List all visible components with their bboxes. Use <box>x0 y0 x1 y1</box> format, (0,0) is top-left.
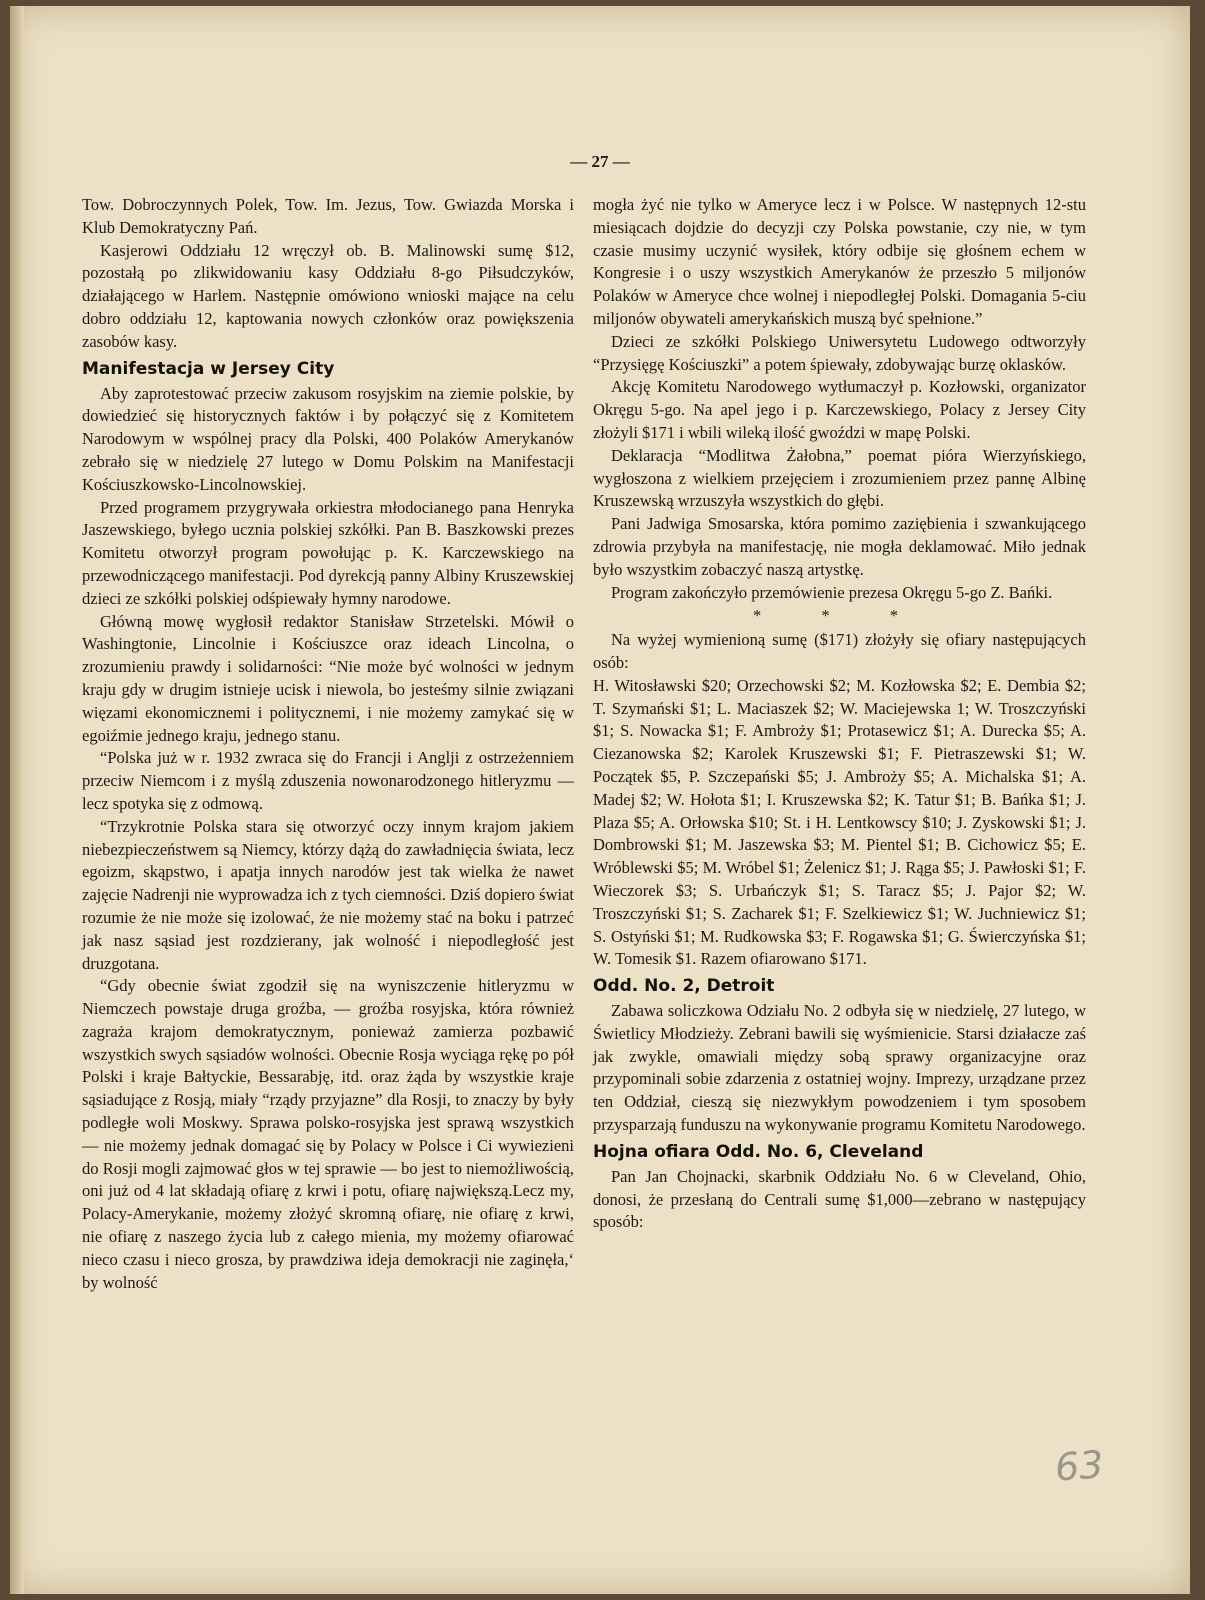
section-divider-stars: * * * <box>753 606 926 626</box>
right-column-paragraph: Pan Jan Chojnacki, skarbnik Oddziału No. 6 w Cleveland, Ohio, donosi, że przesłaną do Centrali sumę $1,000—zebrano w następujący sposób: <box>593 1166 1086 1232</box>
left-column-paragraph: “Polska już w r. 1932 zwraca się do Francji i Anglji z ostrzeżenniem przeciw Niemcom i z myślą zduszenia nowonarodzonego hitleryzmu — lecz spotyka się z odmową. <box>82 748 574 813</box>
magazine-page <box>10 6 1190 1594</box>
handwritten-page-mark: 63 <box>1053 1442 1105 1490</box>
left-column-heading: Manifestacja w Jersey City <box>82 358 335 379</box>
right-column-paragraph: Program zakończyło przemówienie prezesa Okręgu 5-go Z. Bańki. <box>611 582 1053 602</box>
right-column-paragraph: H. Witosławski $20; Orzechowski $2; M. Kozłowska $2; E. Dembia $2; T. Szymański $1; L. Maciaszek $2; W. Maciejewska 1; W. Troszczyński $1; S. Nowacka $1; F. Ambroży $1; Protasewicz $1; A. Durecka $5; A. Ciezanowska $2; Karolek Kruszewski $1; F. Pietraszewski $1; W. Początek $5, P. Szczepański $5; J. Ambroży $5; A. Michalska $1; A. Madej $2; W. Hołota $1; I. Kruszewska $2; K. Tatur $1; B. Bańka $1; J. Plaza $5; A. Orłowska $10; St. i H. Lentkowscy $10; J. Zyskowski $1; J. Dombrowski $1; M. Jaszewska $3; M. Pientel $1; B. Cichowicz $5; E. Wróblewski $5; M. Wróbel $1; Żelenicz $1; J. Rąga $5; J. Pawłoski $1; F. Wieczorek $3; S. Urbańczyk $1; S. Taracz $5; J. Pajor $2; W. Troszczyński $1; S. Zacharek $1; F. Szelkiewicz $1; W. Juchniewicz $1; S. Ostyński $1; M. Rudkowska $3; F. Rogawska $1; G. Świerczyńska $1; W. Tomesik $1. Razem ofiarowano $171. <box>593 675 1086 969</box>
left-column-paragraph: Kasjerowi Oddziału 12 wręczył ob. B. Malinowski sumę $12, pozostałą po zlikwidowaniu kasy Oddziału 8-go Piłsudczyków, działającego w Harlem. Następnie omówiono wnioski mające na celu dobro oddziału 12, kaptowania nowych członków oraz powiększenia zasobów kasy. <box>82 240 574 351</box>
right-column-heading: Odd. No. 2, Detroit <box>593 976 775 997</box>
right-column-paragraph: Zabawa soliczkowa Odziału No. 2 odbyła się w niedzielę, 27 lutego, w Świetlicy Młodzieży. Zebrani bawili się wyśmienicie. Starsi działacze zaś jak zwykle, omawiali między sobą sprawy organizacyjne oraz przypominali sobie zdarzenia z ostatniej wojny. Imprezy, urządzane przez ten Oddział, cieszą się niezwykłym powodzeniem i tym sposobem przysparzają funduszu na wykonywanie programu Komitetu Narodowego. <box>593 1001 1086 1135</box>
right-column <box>593 194 1086 1234</box>
right-column-paragraph: Akcję Komitetu Narodowego wytłumaczył p. Kozłowski, organizator Okręgu 5-go. Na apel jego i p. Karczewskiego, Polacy z Jersey City złożyli $171 i wbili wileką ilość gwoździ w mapę Polski. <box>593 377 1086 442</box>
left-column <box>82 194 574 1294</box>
left-column-paragraph: “Gdy obecnie świat zgodził się na wyniszczenie hitleryzmu w Niemczech powstaje druga groźba, — groźba rosyjska, która również zagraża krajom demokratycznym, ponieważ zamierza pozbawić wszystkich swych sąsiadów wolności. Obecnie Rosja wyciąga rękę po pół Polski i kraje Bałtyckie, Bessarabję, itd. oraz żąda by wszystkie kraje sąsiadujące z Rosją, miały “rządy przyjazne” dla Rosji, to znaczy by były podległe woli Moskwy. Sprawa polsko-rosyjska jest sprawą wszystkich — nie możemy jednak domagać się by Polacy w Polsce i Ci wywiezieni do Rosji mogli zajmować głos w tej sprawie — bo jest to niemożliwością, oni już od 4 lat składają ofiarę z krwi i potu, ofiarę największą.Lecz my, Polacy-Amerykanie, możemy złożyć skromną ofiarę, nie ofiarę z krwi, nie ofiarę z naszego życia lub z całego mienia, my możemy ofiarować nieco czasu i nieco grosza, by prawdziwa ideja demokracji nie zaginęła,‘ by wolność <box>82 976 574 1292</box>
left-column-paragraph: Aby zaprotestować przeciw zakusom rosyjskim na ziemie polskie, by dowiedzieć się historycznych faktów i by połączyć się z Komitetem Narodowym w wspólnej pracy dla Polski, 400 Polaków Amerykanów zebrało się w niedzielę 27 lutego w Domu Polskim na Manifestacji Kościuszkowsko-Lincolnowskiej. <box>82 383 574 494</box>
page-fold-shadow <box>10 6 24 1594</box>
left-column-paragraph: Przed programem przygrywała orkiestra młodocianego pana Henryka Jaszewskiego, byłego ucznia polskiej szkółki. Pan B. Baszkowski prezes Komitetu otworzył program powołując p. K. Karczewskiego na przewodniczącego manifestacji. Pod dyrekcją panny Albiny Kruszewskiej dzieci ze szkółki polskiej odśpiewały hymny narodowe. <box>82 497 574 608</box>
right-column-heading: Hojna ofiara Odd. No. 6, Cleveland <box>593 1141 924 1162</box>
page-number: — 27 — <box>570 152 630 171</box>
right-column-paragraph: Na wyżej wymienioną sumę ($171) złożyły się ofiary następujących osób: <box>593 630 1086 672</box>
right-column-paragraph: Pani Jadwiga Smosarska, która pomimo zaziębienia i szwankującego zdrowia przybyła na manifestację, nie mogła deklamować. Miło jednak było wszystkim zobaczyć naszą artystkę. <box>593 514 1086 579</box>
left-column-paragraph: “Trzykrotnie Polska stara się otworzyć oczy innym krajom jakiem niebezpieczeństwem są Niemcy, którzy dążą do zawładnięcia świata, lecz egoizm, skąpstwo, i apatja innych narodów jest tak wielka że nawet zajęcie Nadrenji nie wyprowadza ich z tych ciemności. Dziś dopiero świat rozumie że nie może się izolować, że nie możemy stać na boku i patrzeć jak nasz sąsiad jest rozdzierany, jak wolność i niepodległość jest druzgotana. <box>82 816 574 973</box>
left-column-paragraph: Główną mowę wygłosił redaktor Stanisław Strzetelski. Mówił o Washingtonie, Lincolnie i Kościuszce oraz ideach Lincolna, o zrozumieniu prawdy i solidarności: “Nie może być wolności w jednym kraju gdy w drugim istnieje ucisk i niewola, bo jesteśmy silnie związani więzami ekonomicznemi i politycznemi, i nie możemy zamykać się w egoiźmie jednego kraju, jednego stanu. <box>82 611 574 745</box>
right-column-paragraph: mogła żyć nie tylko w Ameryce lecz i w Polsce. W następnych 12-stu miesiącach dojdzie do decyzji czy Polska powstanie, czy nie, w tym czasie musimy uczynić wysiłek, który odbije się głośnem echem w Kongresie i o uszy wszystkich Amerykanów że przeszło 5 miljonów Polaków w Ameryce chce wolnej i niepodległej Polski. Domagania 5-ciu miljonów obywateli amerykańskich muszą być spełnione.” <box>593 195 1086 328</box>
left-column-paragraph: Tow. Dobroczynnych Polek, Tow. Im. Jezus, Tow. Gwiazda Morska i Klub Demokratyczny Pań. <box>82 195 574 237</box>
right-column-paragraph: Deklaracja “Modlitwa Żałobna,” poemat pióra Wierzyńskiego, wygłoszona z wielkiem przejęciem i zrozumieniem przez pannę Albinę Kruszewską wrzuszyła wszystkich do głębi. <box>593 445 1086 511</box>
right-column-paragraph: Dzieci ze szkółki Polskiego Uniwersytetu Ludowego odtworzyły “Przysięgę Kościuszki” a potem śpiewały, zdobywając burzę oklasków. <box>593 331 1086 374</box>
